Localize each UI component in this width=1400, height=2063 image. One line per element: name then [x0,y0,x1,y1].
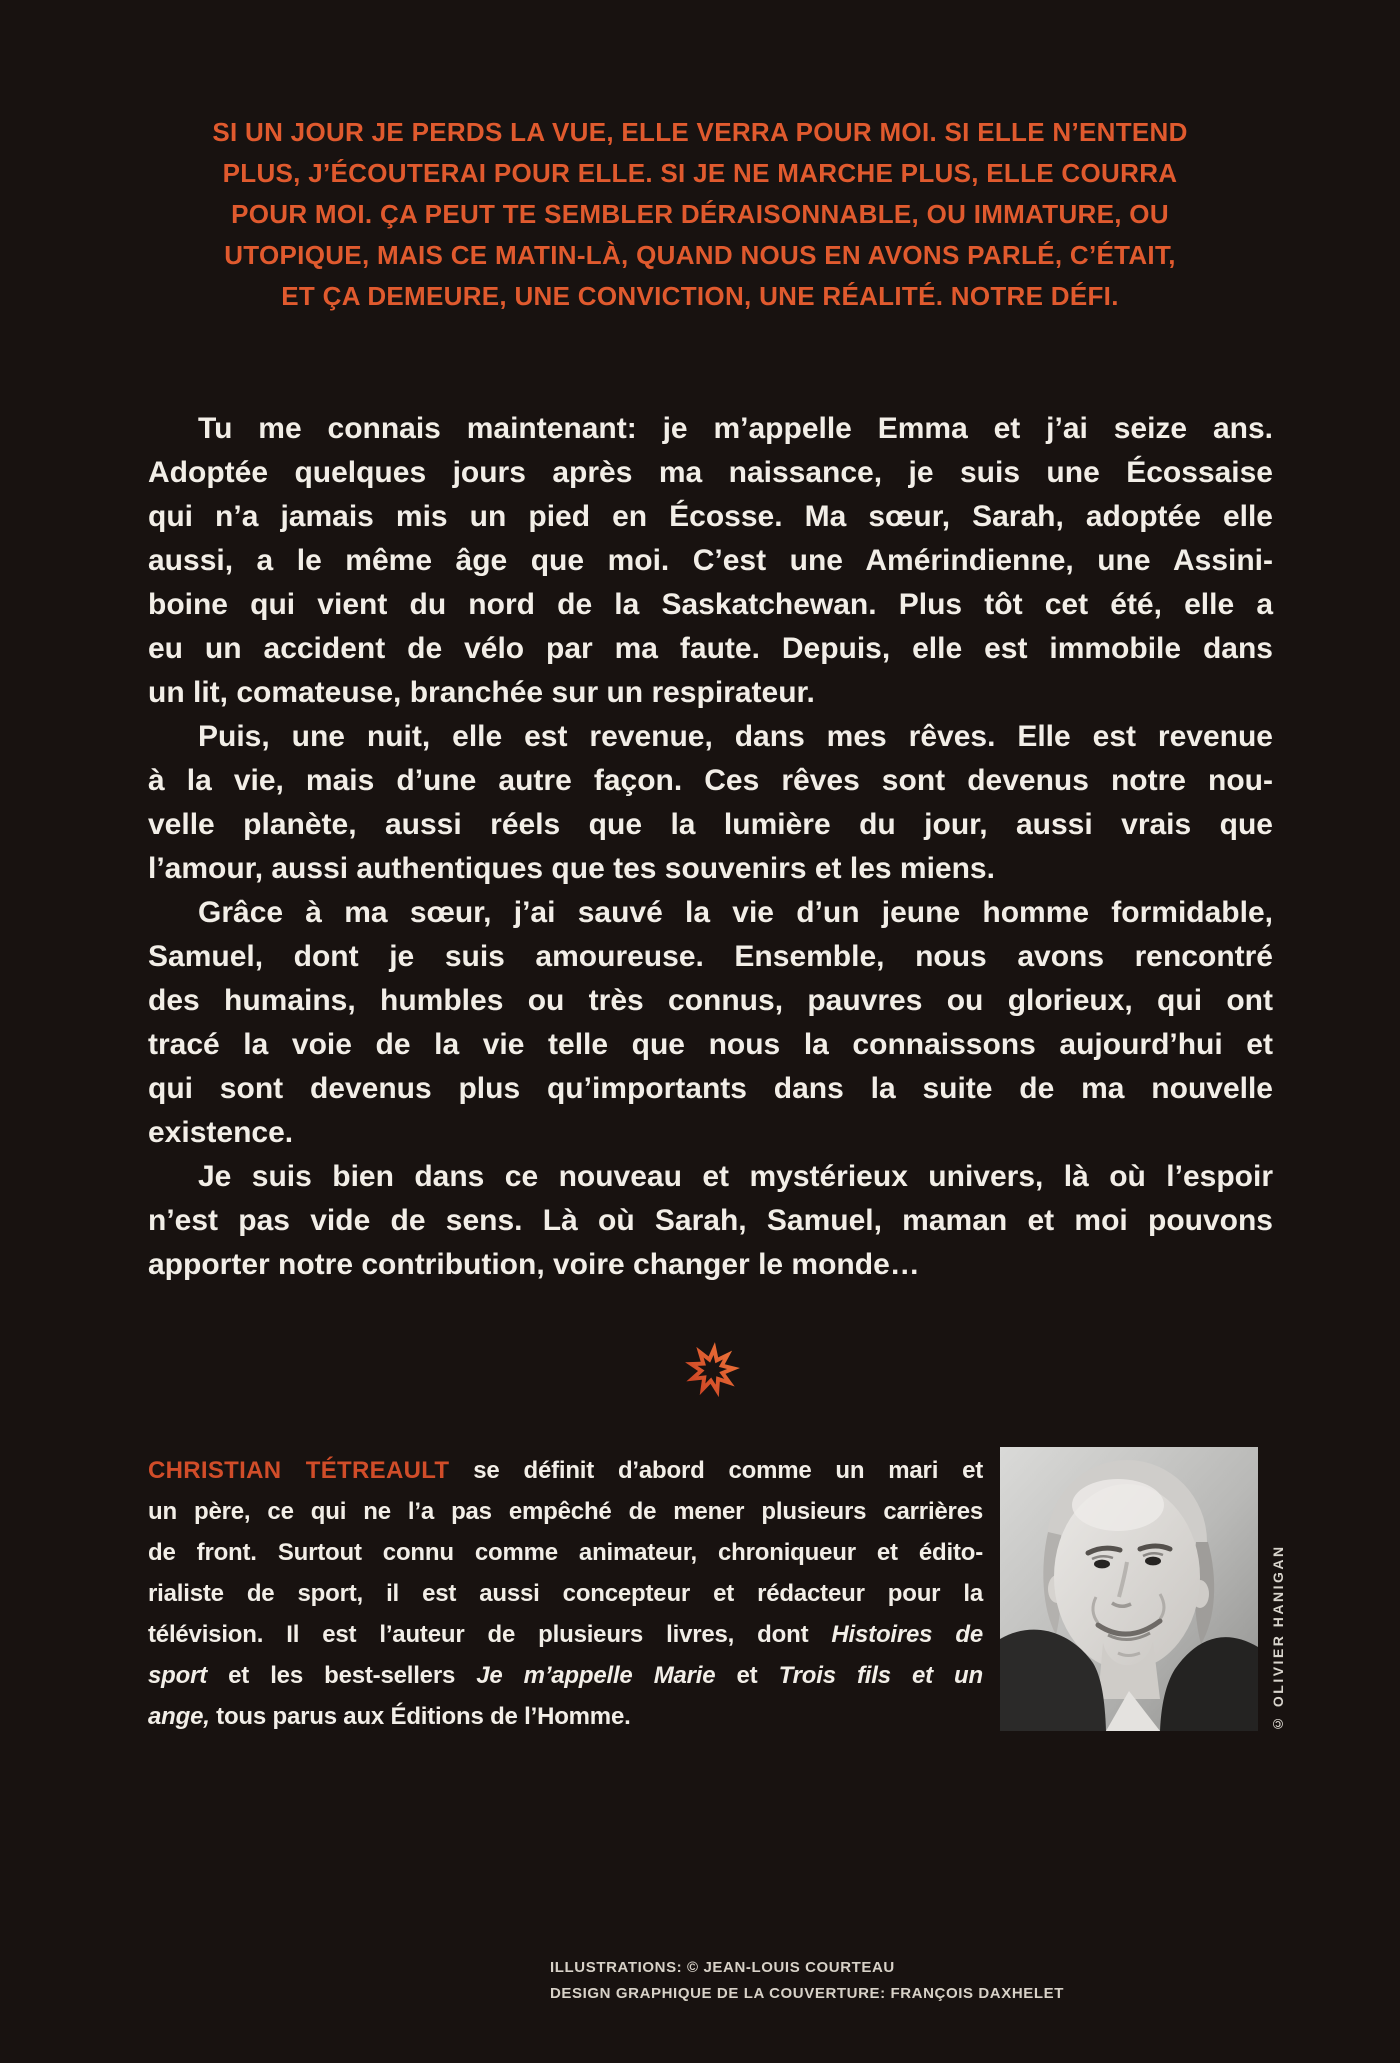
body-line: qui n’a jamais mis un pied en Écosse. Ma sœur, Sarah, adoptée elle [148,500,1273,533]
headline-line: UTOPIQUE, MAIS CE MATIN-LÀ, QUAND NOUS EN AVONS PARLÉ, C’ÉTAIT, [224,240,1176,270]
headline-line: POUR MOI. ÇA PEUT TE SEMBLER DÉRAISONNABLE, OU IMMATURE, OU [231,199,1169,229]
body-line: Je suis bien dans ce nouveau et mystérieux univers, là où l’espoir [198,1160,1273,1193]
bio-text: Trois fils et un [778,1662,983,1689]
body-line: Samuel, dont je suis amoureuse. Ensemble, nous avons rencontré [148,940,1273,973]
starburst-icon [682,1340,742,1400]
bio-text: un père, ce qui ne l’a pas empêché de mener plusieurs carrières [148,1498,983,1525]
bio-line [148,1573,983,1614]
body-line: existence. [148,1116,294,1149]
bio-text: télévision. Il est l’auteur de plusieurs livres, dont [148,1621,832,1648]
body-line: aussi, a le même âge que moi. C’est une Amérindienne, une Assini- [148,544,1273,577]
portrait-photo [1000,1447,1258,1731]
author-bio [148,1450,983,1737]
body-text [148,407,1273,1287]
body-line: Puis, une nuit, elle est revenue, dans mes rêves. Elle est revenue [198,720,1273,753]
bio-text: de front. Surtout connu comme animateur, chroniqueur et édito- [148,1539,983,1566]
body-line: Tu me connais maintenant: je m’appelle Emma et j’ai seize ans. [198,412,1273,445]
photo-credit: © OLIVIER HANIGAN [1270,1544,1286,1732]
author-photo [1000,1447,1258,1731]
body-line: à la vie, mais d’une autre façon. Ces rêves sont devenus notre nou- [148,764,1273,797]
body-line: l’amour, aussi authentiques que tes souvenirs et les miens. [148,852,995,885]
footer-credit-line: ILLUSTRATIONS: © JEAN-LOUIS COURTEAU [550,1959,895,1976]
body-line: boine qui vient du nord de la Saskatchewan. Plus tôt cet été, elle a [148,588,1273,621]
bio-text: ange, [148,1703,210,1730]
bio-text: sport [148,1662,208,1689]
body-line: qui sont devenus plus qu’importants dans la suite de ma nouvelle [148,1072,1273,1105]
headline [80,112,1320,317]
author-name: CHRISTIAN TÉTREAULT [148,1457,450,1484]
body-line: un lit, comateuse, branchée sur un respirateur. [148,676,815,709]
body-line: apporter notre contribution, voire changer le monde… [148,1248,920,1281]
headline-line: ET ÇA DEMEURE, UNE CONVICTION, UNE RÉALITÉ. NOTRE DÉFI. [281,281,1119,311]
bio-text: et les best-sellers [207,1662,477,1689]
body-line: Grâce à ma sœur, j’ai sauvé la vie d’un jeune homme formidable, [198,896,1273,929]
bio-line [148,1532,983,1573]
body-line: Adoptée quelques jours après ma naissance, je suis une Écossaise [148,456,1273,489]
body-line: des humains, humbles ou très connus, pauvres ou glorieux, qui ont [148,984,1273,1017]
body-line: velle planète, aussi réels que la lumière du jour, aussi vrais que [148,808,1273,841]
bio-text: et [715,1662,779,1689]
body-line: n’est pas vide de sens. Là où Sarah, Samuel, maman et moi pouvons [148,1204,1273,1237]
body-line: eu un accident de vélo par ma faute. Depuis, elle est immobile dans [148,632,1273,665]
headline-line: PLUS, J’ÉCOUTERAI POUR ELLE. SI JE NE MARCHE PLUS, ELLE COURRA [222,158,1178,188]
bio-text: Histoires de [831,1621,983,1648]
footer-credit-line: DESIGN GRAPHIQUE DE LA COUVERTURE: FRANÇOIS DAXHELET [550,1985,1065,2002]
bio-line [148,1696,983,1737]
body-line: tracé la voie de la vie telle que nous la connaissons aujourd’hui et [148,1028,1273,1061]
footer-credits [550,1955,1064,2007]
bio-text: tous parus aux Éditions de l’Homme. [209,1703,631,1730]
bio-line [148,1614,983,1655]
bio-text: Je m’appelle Marie [476,1662,716,1689]
bio-text: se définit d’abord comme un mari et [449,1457,984,1484]
headline-line: SI UN JOUR JE PERDS LA VUE, ELLE VERRA POUR MOI. SI ELLE N’ENTEND [212,117,1188,147]
bio-line [148,1655,983,1696]
bio-line [148,1491,983,1532]
bio-line [148,1450,983,1491]
bio-text: rialiste de sport, il est aussi concepteur et rédacteur pour la [148,1580,983,1607]
divider [682,1340,742,1400]
